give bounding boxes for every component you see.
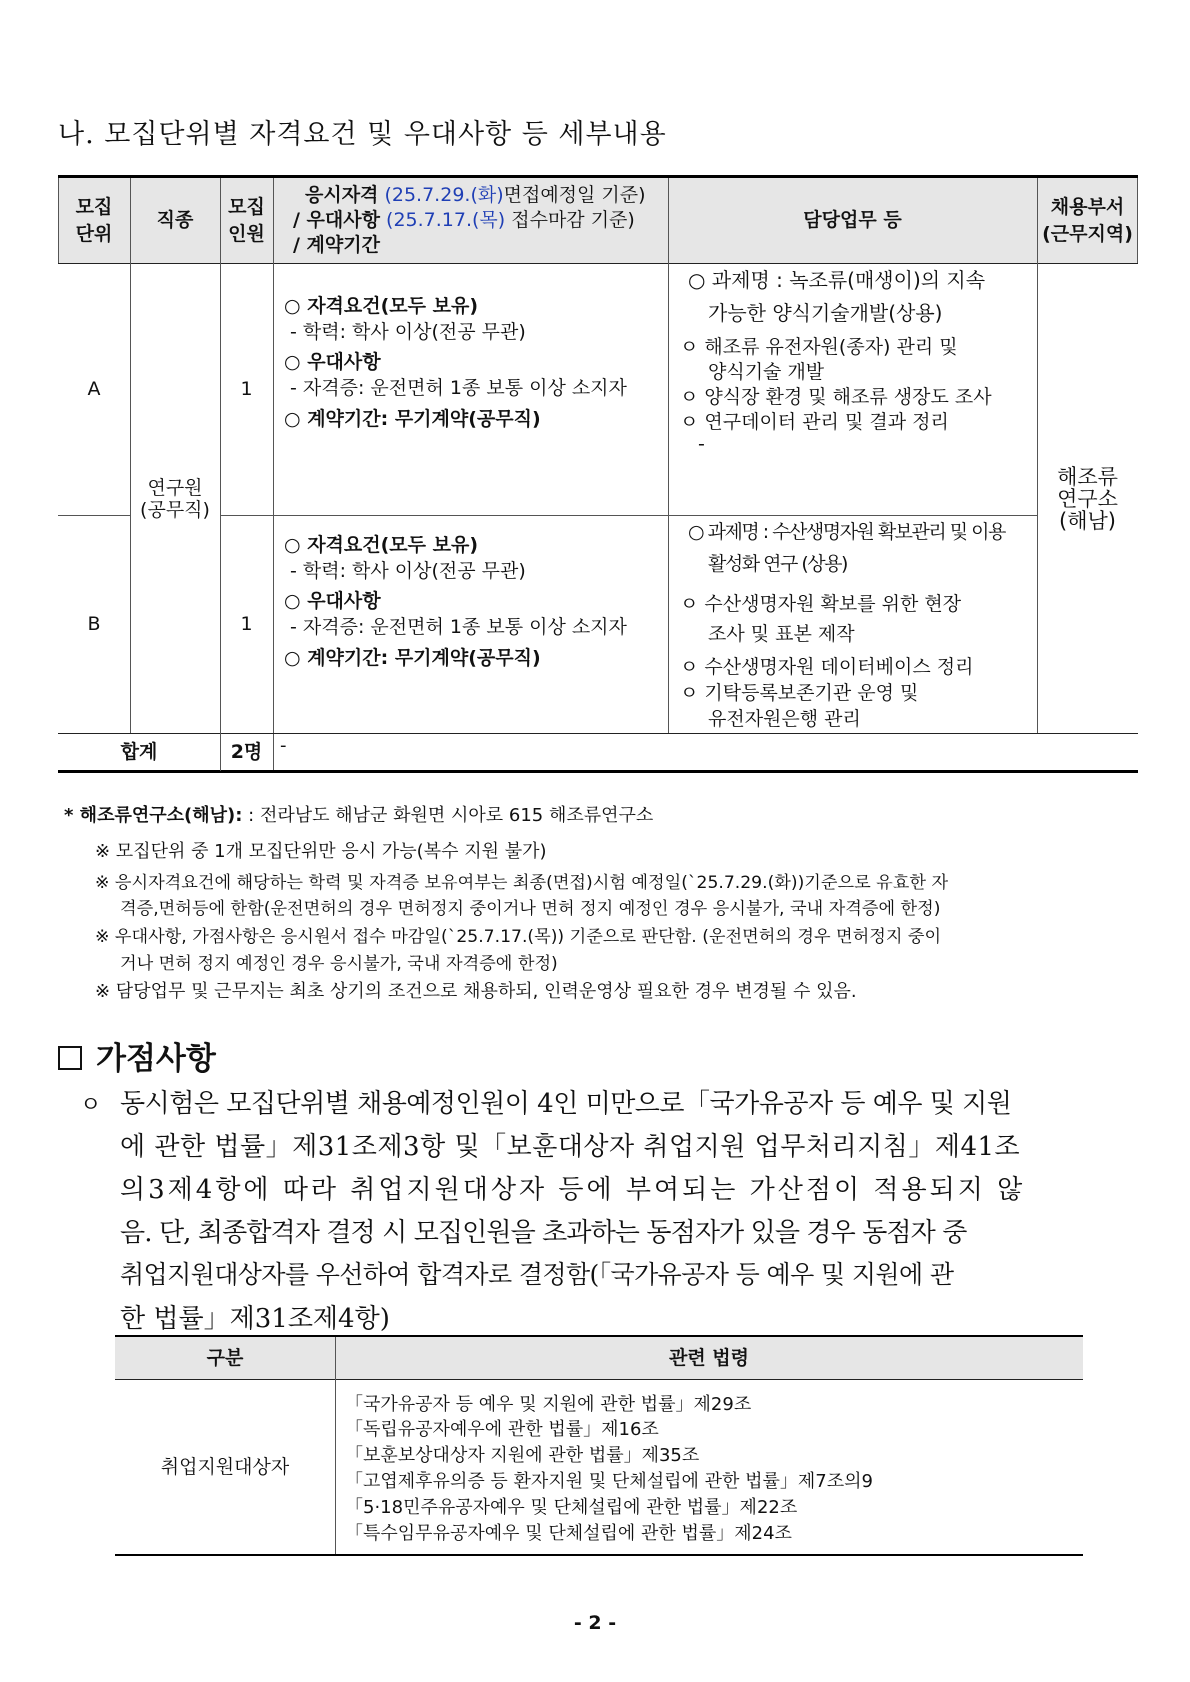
bonus-paragraph-line-6: 한 법률」제31조제4항) <box>120 1304 390 1334</box>
row-b-project-title: ○ 과제명 : 수산생명자원 확보관리 및 이용 <box>688 521 1005 543</box>
job-type-cell: 연구원 (공무직) <box>140 476 210 521</box>
row-b-duty-3-cont: 유전자원은행 관리 <box>708 708 861 730</box>
page-number: - 2 - <box>573 1612 617 1634</box>
row-b-requirement-title: ○ 자격요건(모두 보유) <box>284 534 479 556</box>
row-a-duty-4: - <box>698 433 705 455</box>
total-count: 2명 <box>230 740 263 763</box>
department-cell: 해조류 연구소 (해남) <box>1057 464 1118 533</box>
row-b-duty-1-cont: 조사 및 표본 제작 <box>708 623 855 645</box>
bullet-icon: ㅇ <box>80 1093 102 1118</box>
row-b-unit: B <box>87 613 101 635</box>
row-a-duty-3: ㅇ 연구데이터 관리 및 결과 정리 <box>680 411 949 433</box>
total-note: - <box>280 735 287 756</box>
row-b-preference-item: - 자격증: 운전면허 1종 보통 이상 소지자 <box>290 616 627 638</box>
row-a-count: 1 <box>240 378 253 400</box>
law-item: 「특수임무유공자예우 및 단체설립에 관한 법률」제24조 <box>345 1523 792 1544</box>
row-a-project-title-cont: 가능한 양식기술개발(상용) <box>708 301 943 325</box>
note-single-application: ※ 모집단위 중 1개 모집단위만 응시 가능(복수 지원 불가) <box>95 841 547 862</box>
address-note: * 해조류연구소(해남): : 전라남도 해남군 화원면 시아로 615 해조류연구소 <box>64 805 654 826</box>
row-a-requirement-title: ○ 자격요건(모두 보유) <box>284 295 479 317</box>
header-department: 채용부서 (근무지역) <box>1042 195 1133 245</box>
header-job: 직종 <box>156 209 194 231</box>
bonus-paragraph-line-2: 에 관한 법률」제31조제3항 및「보훈대상자 취업지원 업무처리지침」제41조 <box>120 1132 1021 1162</box>
row-b-duty-1: ㅇ 수산생명자원 확보를 위한 현장 <box>680 593 962 615</box>
row-b-duty-2: ㅇ 수산생명자원 데이터베이스 정리 <box>680 656 974 678</box>
law-item: 「5·18민주유공자예우 및 단체설립에 관한 법률」제22조 <box>345 1497 798 1518</box>
row-a-preference-title: ○ 우대사항 <box>284 351 381 373</box>
row-b-count: 1 <box>240 613 253 635</box>
checkbox-icon <box>58 1046 82 1070</box>
row-a-unit: A <box>87 378 101 400</box>
row-a-project-title: ○ 과제명 : 녹조류(매생이)의 지속 <box>688 268 986 292</box>
note-duty-change: ※ 담당업무 및 근무지는 최초 상기의 조건으로 채용하되, 인력운영상 필요한 경우 변경될 수 있음. <box>95 981 857 1002</box>
bonus-paragraph-line-3: 의3제4항에 따라 취업지원대상자 등에 부여되는 가산점이 적용되지 않 <box>120 1175 1026 1205</box>
bonus-heading: 가점사항 <box>58 1033 216 1078</box>
row-a-duty-1-cont: 양식기술 개발 <box>708 361 825 383</box>
note-preference-basis-cont: 거나 면허 정지 예정인 경우 응시불가, 국내 자격증에 한정) <box>120 954 558 974</box>
header-count: 모집 인원 <box>228 195 265 245</box>
section-title: 나. 모집단위별 자격요건 및 우대사항 등 세부내용 <box>58 119 667 150</box>
row-a-preference-item: - 자격증: 운전면허 1종 보통 이상 소지자 <box>290 377 627 399</box>
law-item: 「보훈보상대상자 지원에 관한 법률」제35조 <box>345 1445 700 1466</box>
total-label: 합계 <box>120 740 158 763</box>
law-item: 「고엽제후유의증 등 환자지원 및 단체설립에 관한 법률」제7조의9 <box>345 1471 873 1492</box>
law-header-category: 구분 <box>206 1346 244 1369</box>
row-a-duty-2: ㅇ 양식장 환경 및 해조류 생장도 조사 <box>680 386 992 408</box>
row-a-education: - 학력: 학사 이상(전공 무관) <box>290 321 526 343</box>
note-qualification-validity-cont: 격증,면허등에 한함(운전면허의 경우 면허정지 중이거나 면허 정지 예정인 경우 응시불가, 국내 자격증에 한정) <box>120 899 941 919</box>
law-item: 「독립유공자예우에 관한 법률」제16조 <box>345 1419 659 1440</box>
row-a-duty-1: ㅇ 해조류 유전자원(종자) 관리 및 <box>680 336 958 358</box>
law-category: 취업지원대상자 <box>160 1455 290 1478</box>
law-item: 「국가유공자 등 예우 및 지원에 관한 법률」제29조 <box>345 1394 752 1415</box>
bonus-paragraph-line-5: 취업지원대상자를 우선하여 합격자로 결정함(「국가유공자 등 예우 및 지원에 관 <box>120 1260 954 1289</box>
bonus-paragraph-line-1: 동시험은 모집단위별 채용예정인원이 4인 미만으로「국가유공자 등 예우 및 지원 <box>120 1089 1012 1119</box>
header-unit: 모집 단위 <box>75 195 113 245</box>
header-duty: 담당업무 등 <box>803 209 902 231</box>
law-header-law: 관련 법령 <box>668 1346 750 1369</box>
header-qualification: 응시자격 (25.7.29.(화)면접예정일 기준) / 우대사항 (25.7.17.(목) 접수마감 기준) / 계약기간 <box>293 184 646 256</box>
note-qualification-validity: ※ 응시자격요건에 해당하는 학력 및 자격증 보유여부는 최종(면접)시험 예정일(`25.7.29.(화))기준으로 유효한 자 <box>95 873 949 893</box>
note-preference-basis: ※ 우대사항, 가점사항은 응시원서 접수 마감일(`25.7.17.(목)) 기준으로 판단함. (운전면허의 경우 면허정지 중이 <box>95 927 942 947</box>
row-b-education: - 학력: 학사 이상(전공 무관) <box>290 560 526 582</box>
row-b-duty-3: ㅇ 기탁등록보존기관 운영 및 <box>680 682 919 704</box>
bonus-paragraph-line-4: 음. 단, 최종합격자 결정 시 모집인원을 초과하는 동점자가 있을 경우 동점자 중 <box>120 1218 967 1248</box>
row-a-contract: ○ 계약기간: 무기계약(공무직) <box>284 408 541 430</box>
row-b-preference-title: ○ 우대사항 <box>284 590 381 612</box>
row-b-contract: ○ 계약기간: 무기계약(공무직) <box>284 647 541 669</box>
row-b-project-title-cont: 활성화 연구 (상용) <box>708 553 847 575</box>
